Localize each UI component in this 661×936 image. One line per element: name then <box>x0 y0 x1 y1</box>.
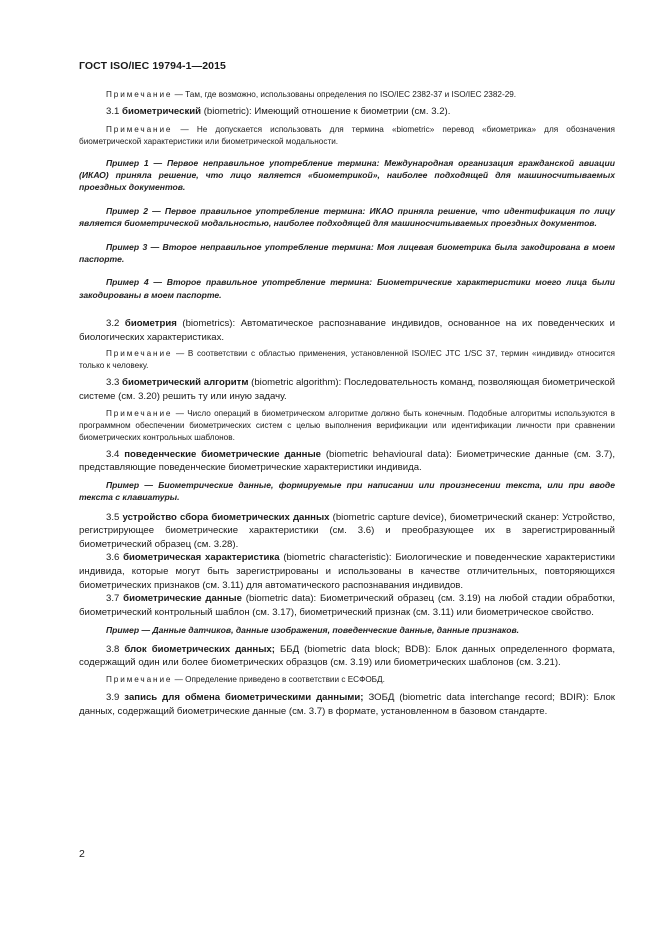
example-paragraph: Пример 4 — Второе правильное употребление термина: Биометрические характеристики моего лица были закодированы в моем паспорте. <box>79 277 615 300</box>
page-number: 2 <box>79 848 85 860</box>
term-number: 3.3 <box>106 377 120 389</box>
term-number: 3.4 <box>106 448 120 460</box>
term-3-2 <box>79 317 615 344</box>
example-paragraph: Пример 3 — Второе неправильное употребление термина: Моя лицевая биометрика была закодирована в моем паспорте. <box>79 241 615 265</box>
term-definition: ББД (biometric data block; BDB): Блок данных определенного формата, содержащий один или более биометрических образцов (см. 3.19) или биометрических шаблонов (см. 3.21). <box>79 643 616 669</box>
note-label: Примечание <box>106 408 173 418</box>
term-definition: (biometric characteristic): Биологические и поведенческие характеристики индивида, которые могут быть зарегистрированы и использованы в качестве отличительных, повторяющихся биометрических признаков (см. 3.11) для автоматического распознавания индивидов. <box>79 552 615 591</box>
term-3-6 <box>79 551 615 592</box>
term-name: поведенческие биометрические данные <box>124 448 321 460</box>
term-name: биометрический алгоритм <box>122 377 249 389</box>
term-definition: (biometric): Имеющий отношение к биометрии (см. 3.2). <box>203 106 451 117</box>
term-3-9 <box>79 691 615 718</box>
term-3-5 <box>79 511 615 552</box>
term-name: устройство сбора биометрических данных <box>122 511 330 523</box>
term-definition: (biometric behavioural data): Биометрические данные (см. 3.7), представляющие поведенческие биометрические характеристики индивида. <box>79 448 616 474</box>
note-text: — В соответствии с областью применения, установленной ISO/IEC JTC 1/SC 37, термин «индивид» относится только к человеку. <box>79 349 615 371</box>
note-label: Примечание <box>106 674 173 684</box>
term-number: 3.2 <box>106 318 120 330</box>
term-3-1 <box>79 105 615 119</box>
note-text: — Там, где возможно, использованы определения по ISO/IEC 2382-37 и ISO/IEC 2382-29. <box>174 90 517 99</box>
example-paragraph: Пример 1 — Первое неправильное употребление термина: Международная организация гражданской авиации (ИКАО) приняла решение, что лицо является «биометрикой», наиболее подходящей для машиносчитываемых проездных документов. <box>79 157 615 193</box>
document-body <box>79 89 615 718</box>
term-3-8 <box>79 643 615 670</box>
term-name: биометрические данные <box>123 593 242 605</box>
note-label: Примечание <box>106 124 173 134</box>
example-paragraph: Пример — Данные датчиков, данные изображения, поведенческие данные, данные признаков. <box>106 625 520 636</box>
term-name: биометрическая характеристика <box>123 552 280 564</box>
term-name: биометрия <box>124 318 177 330</box>
note-text: — Определение приведено в соответствии с ЕСФОБД. <box>174 674 385 684</box>
term-number: 3.9 <box>106 691 120 703</box>
example-paragraph: Пример — Биометрические данные, формируемые при написании или произнесении текста, или при вводе текста с клавиатуры. <box>79 479 615 503</box>
term-number: 3.6 <box>106 552 120 564</box>
note-label: Примечание <box>106 90 173 99</box>
note-text: — Число операций в биометрическом алгоритме должно быть конечным. Подобные алгоритмы используются в программном обеспечении биометрических систем с целью выполнения верификации или идентификации личности при сравнении биометрических контрольных шаблонов. <box>79 408 615 442</box>
term-3-7 <box>79 592 615 619</box>
term-definition: ЗОБД (biometric data interchange record; BDIR): Блок данных, содержащий биометрические данные (см. 3.7) в формате, установленном в базовом стандарте. <box>79 691 615 717</box>
note-paragraph <box>79 408 615 444</box>
term-number: 3.5 <box>106 511 120 523</box>
term-definition: (biometric data): Биометрический образец (см. 3.19) на любой стадии обработки, биометрический контрольный шаблон (см. 3.17), биометрический признак (см. 3.11) или биометрическое свойство. <box>79 593 615 618</box>
note-paragraph <box>79 674 615 686</box>
note-paragraph <box>79 89 615 101</box>
document-header: ГОСТ ISO/IEC 19794-1—2015 <box>79 60 226 72</box>
term-number: 3.8 <box>106 643 120 655</box>
note-paragraph <box>79 348 615 372</box>
term-number: 3.1 <box>106 106 120 117</box>
note-text: — Не допускается использовать для термина «biometric» перевод «биометрика» для обозначения биометрической характеристики или биометрической модальности. <box>79 124 615 146</box>
example-paragraph: Пример 2 — Первое правильное употребление термина: ИКАО приняла решение, что идентификация по лицу является биометрической модальностью, наиболее подходящей для машиносчитываемых проездных документов. <box>79 205 615 229</box>
term-number: 3.7 <box>106 593 120 605</box>
term-definition: (biometric algorithm): Последовательность команд, позволяющая биометрической системе (см. 3.20) решить ту или иную задачу. <box>79 377 616 403</box>
term-3-3 <box>79 376 615 403</box>
term-name: запись для обмена биометрическими данными; <box>124 691 364 703</box>
term-name: блок биометрических данных; <box>124 643 275 655</box>
term-name: биометрический <box>122 106 202 117</box>
term-3-4 <box>79 448 615 475</box>
note-paragraph <box>79 124 615 148</box>
term-definition: (biometric capture device), биометрический сканер: Устройство, регистрирующее биометрические характеристики (см. 3.6) и преобразующее их в зарегистрированный биометрический образец (см. 3.28). <box>79 511 615 550</box>
term-definition: (biometrics): Автоматическое распознавание индивидов, основанное на их поведенческих и биологических характеристиках. <box>79 318 615 343</box>
note-label: Примечание <box>106 349 173 359</box>
